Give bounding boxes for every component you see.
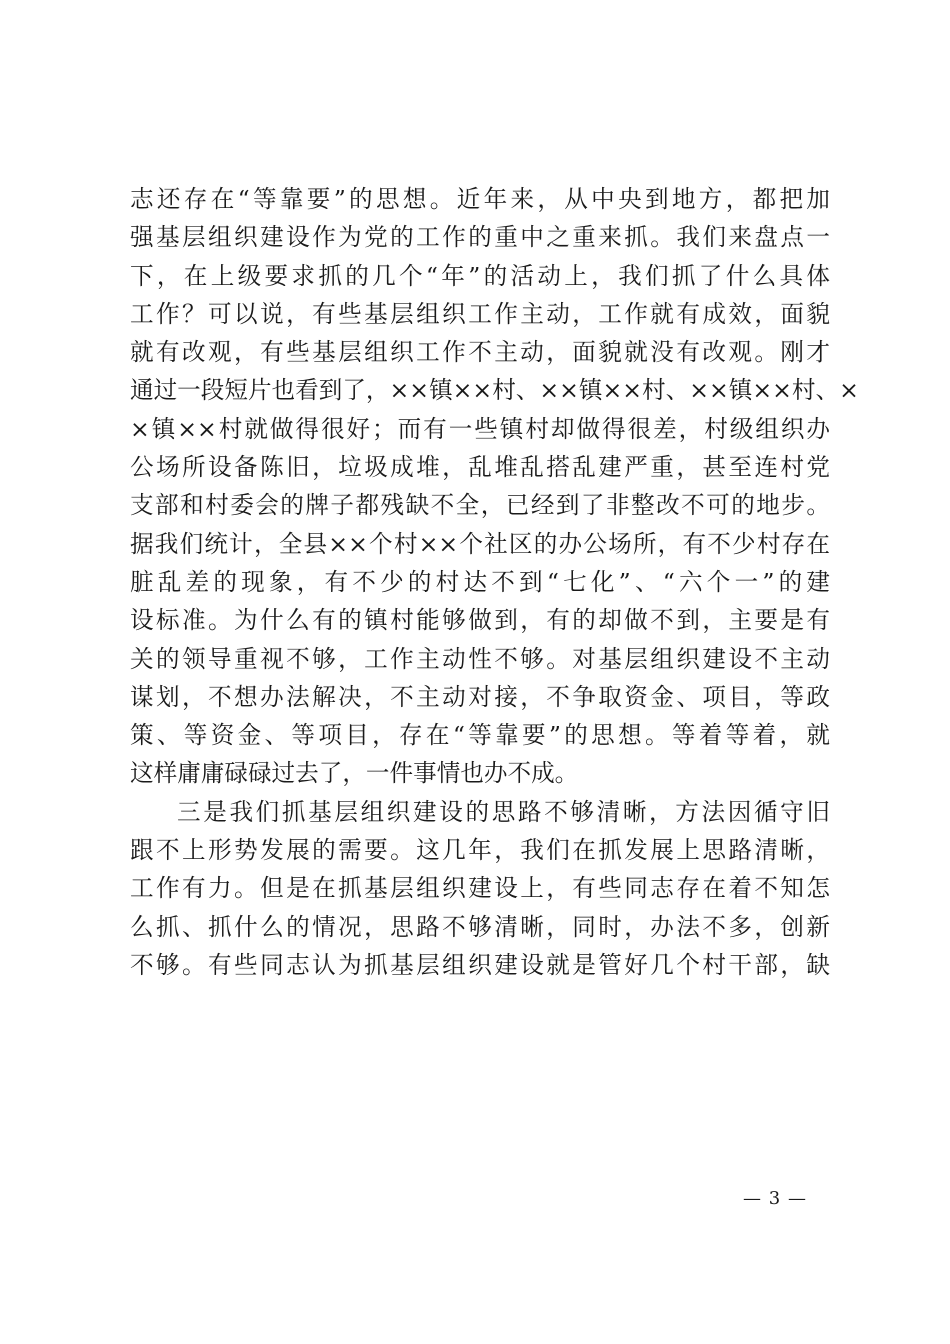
- text-line: 公场所设备陈旧，垃圾成堆，乱堆乱搭乱建严重，甚至连村党: [130, 453, 830, 482]
- text-line: 不够。有些同志认为抓基层组织建设就是管好几个村干部，缺: [130, 950, 830, 979]
- text-line: 么抓、抓什么的情况，思路不够清晰，同时，办法不多，创新: [130, 912, 830, 941]
- text-line: 跟不上形势发展的需要。这几年，我们在抓发展上思路清晰，: [130, 836, 830, 865]
- text-line: 下，在上级要求抓的几个“年”的活动上，我们抓了什么具体: [130, 261, 830, 290]
- text-line: 据我们统计，全县××个村××个社区的办公场所，有不少村存在: [130, 529, 830, 558]
- text-line: 就有改观，有些基层组织工作不主动，面貌就没有改观。刚才: [130, 338, 830, 367]
- text-line: 三是我们抓基层组织建设的思路不够清晰，方法因循守旧: [177, 797, 830, 826]
- text-line: 关的领导重视不够，工作主动性不够。对基层组织建设不主动: [130, 644, 830, 673]
- text-line: ×镇××村就做得很好；而有一些镇村却做得很差，村级组织办: [130, 414, 830, 443]
- page-number: — 3 —: [743, 1188, 807, 1209]
- text-line: 支部和村委会的牌子都残缺不全，已经到了非整改不可的地步。: [130, 491, 830, 520]
- text-line: 工作有力。但是在抓基层组织建设上，有些同志存在着不知怎: [130, 874, 830, 903]
- body-text: [130, 180, 859, 984]
- text-line: 强基层组织建设作为党的工作的重中之重来抓。我们来盘点一: [130, 223, 830, 252]
- text-line: 这样庸庸碌碌过去了，一件事情也办不成。: [130, 759, 579, 788]
- text-line: 设标准。为什么有的镇村能够做到，有的却做不到，主要是有: [130, 606, 830, 635]
- text-line: 志还存在“等靠要”的思想。近年来，从中央到地方，都把加: [130, 185, 830, 213]
- text-line: 策、等资金、等项目，存在“等靠要”的思想。等着等着，就: [130, 721, 830, 750]
- text-line: 工作？可以说，有些基层组织工作主动，工作就有成效，面貌: [130, 299, 830, 328]
- text-line: 谋划，不想办法解决，不主动对接，不争取资金、项目，等政: [130, 682, 830, 711]
- text-line: 通过一段短片也看到了，××镇××村、××镇××村、××镇××村、×: [130, 376, 859, 405]
- text-line: 脏乱差的现象，有不少的村达不到“七化”、“六个一”的建: [130, 567, 830, 596]
